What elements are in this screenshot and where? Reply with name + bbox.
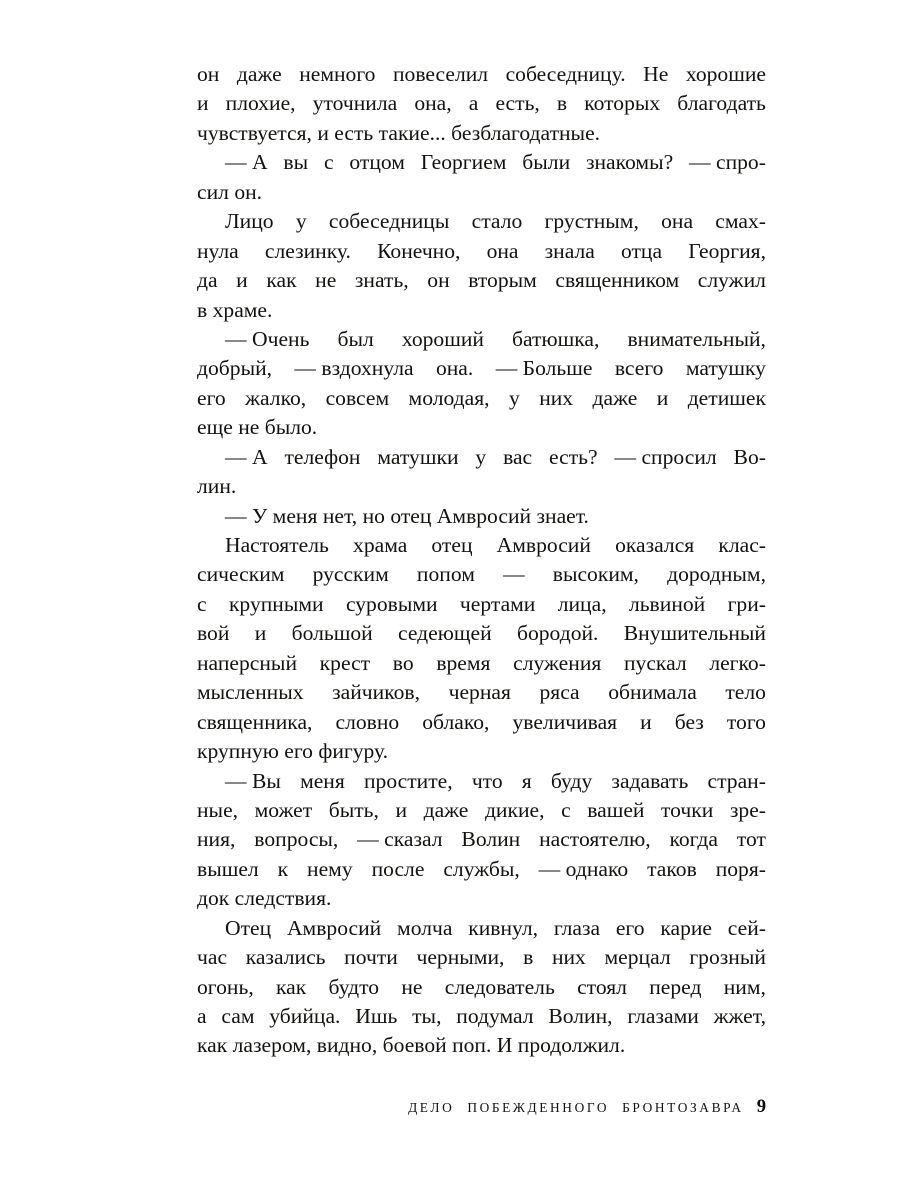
text-word: есть, bbox=[495, 91, 540, 116]
text-word: — сказал bbox=[357, 827, 443, 852]
text-word: клас- bbox=[718, 533, 766, 557]
text-word: сей- bbox=[727, 915, 766, 940]
text-word: тело bbox=[725, 680, 766, 705]
running-title: ДЕЛО ПОБЕЖДЕННОГО БРОНТОЗАВРА bbox=[408, 1100, 744, 1115]
text-word: простите, bbox=[363, 768, 453, 793]
text-word: всего bbox=[614, 356, 664, 381]
text-line: в храме. bbox=[197, 297, 273, 322]
text-word: сическим bbox=[197, 562, 285, 587]
text-word: в bbox=[556, 91, 568, 116]
text-word: плохие, bbox=[225, 91, 296, 116]
text-word: вой bbox=[197, 621, 230, 646]
text-word: наперсный bbox=[197, 650, 297, 675]
text-word: ния, bbox=[197, 827, 236, 852]
text-word: а bbox=[197, 1004, 207, 1028]
text-word: знакомы? bbox=[585, 150, 674, 175]
text-word: нему bbox=[307, 856, 353, 881]
text-word: даже bbox=[592, 385, 638, 410]
text-word: даже bbox=[236, 62, 282, 86]
text-word: не bbox=[315, 268, 337, 293]
text-word: повеселил bbox=[392, 62, 489, 86]
text-word: он bbox=[427, 268, 450, 293]
text-word: — вздохнула bbox=[294, 356, 414, 381]
text-line bbox=[197, 237, 766, 266]
text-word: огонь, bbox=[197, 974, 254, 999]
text-word: Амвросий bbox=[496, 533, 591, 557]
text-word: Внушительный bbox=[623, 621, 766, 646]
text-line bbox=[197, 531, 766, 560]
text-word: немного bbox=[299, 62, 376, 86]
text-word: ним, bbox=[723, 974, 766, 999]
text-word: даже bbox=[423, 797, 469, 822]
text-word: — А bbox=[225, 150, 268, 175]
text-word: Волин bbox=[461, 827, 521, 852]
text-line: сил он. bbox=[197, 179, 263, 204]
text-line bbox=[197, 325, 766, 354]
text-word: а bbox=[468, 91, 479, 116]
text-word: знала bbox=[544, 238, 595, 263]
text-word: и bbox=[254, 621, 267, 646]
text-word: буду bbox=[550, 768, 593, 793]
text-word: она bbox=[486, 238, 519, 263]
text-word: служения bbox=[513, 650, 602, 675]
text-word: вышел bbox=[197, 856, 259, 881]
text-word: священника, bbox=[197, 709, 313, 734]
text-word: которых bbox=[584, 91, 661, 116]
text-word: Конечно, bbox=[377, 238, 461, 263]
text-word: настоятелю, bbox=[539, 827, 651, 852]
text-word: священником bbox=[555, 268, 680, 293]
text-word: убийца. bbox=[269, 1004, 341, 1028]
page-footer bbox=[197, 1096, 766, 1118]
text-word: словно bbox=[335, 709, 400, 734]
text-word: поря- bbox=[715, 856, 766, 881]
text-word: матушку bbox=[685, 356, 766, 381]
text-word: зре- bbox=[729, 797, 766, 822]
text-word: как bbox=[276, 974, 307, 999]
text-word: суровыми bbox=[345, 591, 438, 616]
text-line: — У меня нет, но отец Амвросий знает. bbox=[225, 503, 589, 528]
text-word: Георгием bbox=[420, 150, 507, 175]
text-word: уточнила bbox=[312, 91, 398, 116]
text-word: да bbox=[197, 268, 218, 293]
text-word: будто bbox=[328, 974, 380, 999]
text-word: увеличивая bbox=[512, 709, 618, 734]
text-line bbox=[197, 943, 766, 972]
text-word: черная bbox=[448, 680, 511, 705]
text-word: облако, bbox=[422, 709, 490, 734]
text-word: — Больше bbox=[495, 356, 593, 381]
text-word: детишек bbox=[687, 385, 766, 410]
text-word: добрый, bbox=[197, 356, 273, 381]
text-word: Волин, bbox=[548, 1004, 613, 1028]
text-word: стоял bbox=[577, 974, 627, 999]
text-word: большой bbox=[291, 621, 373, 646]
text-word: к bbox=[277, 856, 289, 881]
text-word: время bbox=[436, 650, 491, 675]
text-word: легко- bbox=[709, 650, 766, 675]
text-line bbox=[197, 1002, 766, 1031]
text-word: стран- bbox=[707, 768, 766, 793]
text-word: меня bbox=[300, 768, 345, 793]
text-word: грозный bbox=[689, 945, 766, 970]
text-word: тот bbox=[736, 827, 766, 852]
text-word: львиной bbox=[628, 591, 706, 616]
text-word: лица, bbox=[557, 591, 607, 616]
text-line bbox=[197, 678, 766, 707]
text-word: перед bbox=[649, 974, 702, 999]
text-word: собеседницу. bbox=[505, 62, 626, 86]
text-word: дикие, bbox=[484, 797, 545, 822]
text-word: седеющей bbox=[398, 621, 492, 646]
text-word: вторым bbox=[468, 268, 537, 293]
text-word: — Очень bbox=[225, 326, 310, 351]
text-word: совсем bbox=[325, 385, 390, 410]
text-word: отцом bbox=[349, 150, 405, 175]
text-word: молодая, bbox=[408, 385, 490, 410]
text-word: попом bbox=[416, 562, 475, 587]
text-word: Во- bbox=[733, 444, 766, 469]
text-word: вы bbox=[283, 150, 309, 175]
text-word: телефон bbox=[284, 444, 361, 469]
text-word: с bbox=[323, 150, 334, 175]
text-word: у bbox=[508, 385, 520, 410]
text-line: чувствуется, и есть такие... безблагодатные. bbox=[197, 120, 601, 145]
text-word: бородой. bbox=[516, 621, 599, 646]
text-word: Амвросий bbox=[286, 915, 382, 940]
text-word: молча bbox=[397, 915, 453, 940]
text-word: чертами bbox=[459, 591, 536, 616]
text-word: карие bbox=[660, 915, 713, 940]
text-word: Георгия, bbox=[688, 238, 766, 263]
text-word: Отец bbox=[225, 915, 272, 940]
text-word: после bbox=[371, 856, 425, 881]
text-line bbox=[197, 914, 766, 943]
text-word: был bbox=[337, 326, 374, 351]
text-word: дородным, bbox=[667, 562, 766, 587]
text-word: во bbox=[392, 650, 414, 675]
text-word: с bbox=[197, 591, 207, 616]
text-word: и bbox=[640, 709, 652, 734]
text-word: есть? bbox=[549, 444, 598, 469]
text-word: храма bbox=[353, 533, 408, 557]
text-word: собеседницы bbox=[328, 209, 450, 234]
text-word: в bbox=[523, 945, 534, 970]
page-number: 9 bbox=[756, 1096, 766, 1117]
text-word: почти bbox=[344, 945, 398, 970]
text-line bbox=[197, 649, 766, 678]
text-word: пускал bbox=[623, 650, 687, 675]
text-word: задавать bbox=[611, 768, 689, 793]
text-word: зайчиков, bbox=[332, 680, 420, 705]
text-word: служил bbox=[697, 268, 766, 293]
text-word: глазами bbox=[627, 1004, 699, 1028]
text-word: у bbox=[475, 444, 487, 469]
text-word: — спро- bbox=[689, 150, 766, 175]
body-text-column bbox=[197, 60, 766, 1061]
text-word: черными, bbox=[416, 945, 505, 970]
text-word: ты, bbox=[412, 1004, 442, 1028]
text-line bbox=[197, 60, 766, 89]
text-word: внимательный, bbox=[627, 326, 766, 351]
text-word: жалко, bbox=[245, 385, 307, 410]
text-line bbox=[197, 767, 766, 796]
text-word: глаза bbox=[553, 915, 601, 940]
text-word: у bbox=[295, 209, 307, 234]
text-line bbox=[197, 384, 766, 413]
text-word: точки bbox=[661, 797, 714, 822]
text-word: отца bbox=[620, 238, 663, 263]
text-line bbox=[197, 266, 766, 295]
text-word: смах- bbox=[715, 209, 766, 234]
text-line bbox=[197, 708, 766, 737]
text-word: час bbox=[197, 945, 228, 970]
text-word: он bbox=[197, 62, 220, 86]
text-line bbox=[197, 973, 766, 1002]
text-line bbox=[197, 619, 766, 648]
text-word: Настоятель bbox=[225, 533, 329, 557]
text-word: без bbox=[674, 709, 704, 734]
text-word: высоким, bbox=[552, 562, 639, 587]
text-word: крест bbox=[319, 650, 371, 675]
text-word: таков bbox=[647, 856, 697, 881]
text-word: Ишь bbox=[355, 1004, 398, 1028]
text-word: мерцал bbox=[604, 945, 671, 970]
text-word: оказался bbox=[615, 533, 695, 557]
text-word: — однако bbox=[538, 856, 629, 881]
text-word: с bbox=[561, 797, 571, 822]
text-word: благодать bbox=[677, 91, 766, 116]
text-word: нула bbox=[197, 238, 239, 263]
text-line bbox=[197, 796, 766, 825]
text-word: его bbox=[615, 915, 645, 940]
text-word: слезинку. bbox=[264, 238, 351, 263]
text-word: и bbox=[656, 385, 669, 410]
text-word: не bbox=[401, 974, 423, 999]
text-word: обнимала bbox=[608, 680, 697, 705]
text-line bbox=[197, 443, 766, 472]
text-line: крупную его фигуру. bbox=[197, 739, 389, 764]
text-line bbox=[197, 354, 766, 383]
text-word: что bbox=[471, 768, 503, 793]
text-word: крупными bbox=[228, 591, 324, 616]
text-word: подумал bbox=[456, 1004, 534, 1028]
text-word: следователь bbox=[444, 974, 555, 999]
text-word: вас bbox=[503, 444, 533, 469]
text-line bbox=[197, 207, 766, 236]
text-line: док следствия. bbox=[197, 886, 332, 911]
text-word: — А bbox=[225, 444, 268, 469]
text-line bbox=[197, 825, 766, 854]
text-word: ряса bbox=[539, 680, 580, 705]
text-word: и bbox=[236, 268, 248, 293]
text-word: быть, bbox=[328, 797, 379, 822]
text-word: русским bbox=[312, 562, 389, 587]
text-word: его bbox=[197, 385, 226, 410]
text-word: и bbox=[395, 797, 408, 822]
text-word: знать, bbox=[354, 268, 409, 293]
text-word: и bbox=[197, 91, 209, 116]
text-word: она bbox=[661, 209, 694, 234]
text-word: казались bbox=[245, 945, 326, 970]
text-word: Лицо bbox=[225, 209, 274, 234]
text-line: как лазером, видно, боевой поп. И продолжил. bbox=[197, 1033, 626, 1058]
text-word: как bbox=[266, 268, 297, 293]
text-word: — спросил bbox=[614, 444, 717, 469]
text-word: я bbox=[521, 768, 532, 793]
text-line bbox=[197, 855, 766, 884]
text-word: них bbox=[539, 385, 574, 410]
text-word: мысленных bbox=[197, 680, 304, 705]
text-word: хороший bbox=[401, 326, 484, 351]
text-word: когда bbox=[669, 827, 718, 852]
text-word: — bbox=[503, 562, 525, 587]
text-word: службы, bbox=[443, 856, 520, 881]
text-word: того bbox=[726, 709, 766, 734]
text-word: них bbox=[551, 945, 586, 970]
text-line bbox=[197, 148, 766, 177]
text-line bbox=[197, 560, 766, 589]
text-line bbox=[197, 590, 766, 619]
text-word: гри- bbox=[727, 591, 766, 616]
text-line: лин. bbox=[197, 474, 237, 499]
text-word: хорошие bbox=[685, 62, 766, 86]
text-word: ные, bbox=[197, 797, 239, 822]
text-word: сам bbox=[221, 1004, 255, 1028]
text-word: она. bbox=[435, 356, 474, 381]
text-line bbox=[197, 89, 766, 118]
text-word: может bbox=[254, 797, 313, 822]
text-word: вопросы, bbox=[254, 827, 339, 852]
text-word: отец bbox=[431, 533, 473, 557]
text-word: грустным, bbox=[544, 209, 639, 234]
text-word: стало bbox=[471, 209, 523, 234]
text-word: она, bbox=[414, 91, 452, 116]
text-word: — Вы bbox=[225, 768, 281, 793]
text-line: еще не было. bbox=[197, 415, 318, 440]
text-word: были bbox=[522, 150, 571, 175]
text-word: матушки bbox=[377, 444, 459, 469]
text-word: вашей bbox=[587, 797, 645, 822]
text-word: жжет, bbox=[713, 1004, 766, 1028]
text-word: батюшка, bbox=[512, 326, 600, 351]
text-word: кивнул, bbox=[468, 915, 539, 940]
text-word: Не bbox=[643, 62, 669, 86]
